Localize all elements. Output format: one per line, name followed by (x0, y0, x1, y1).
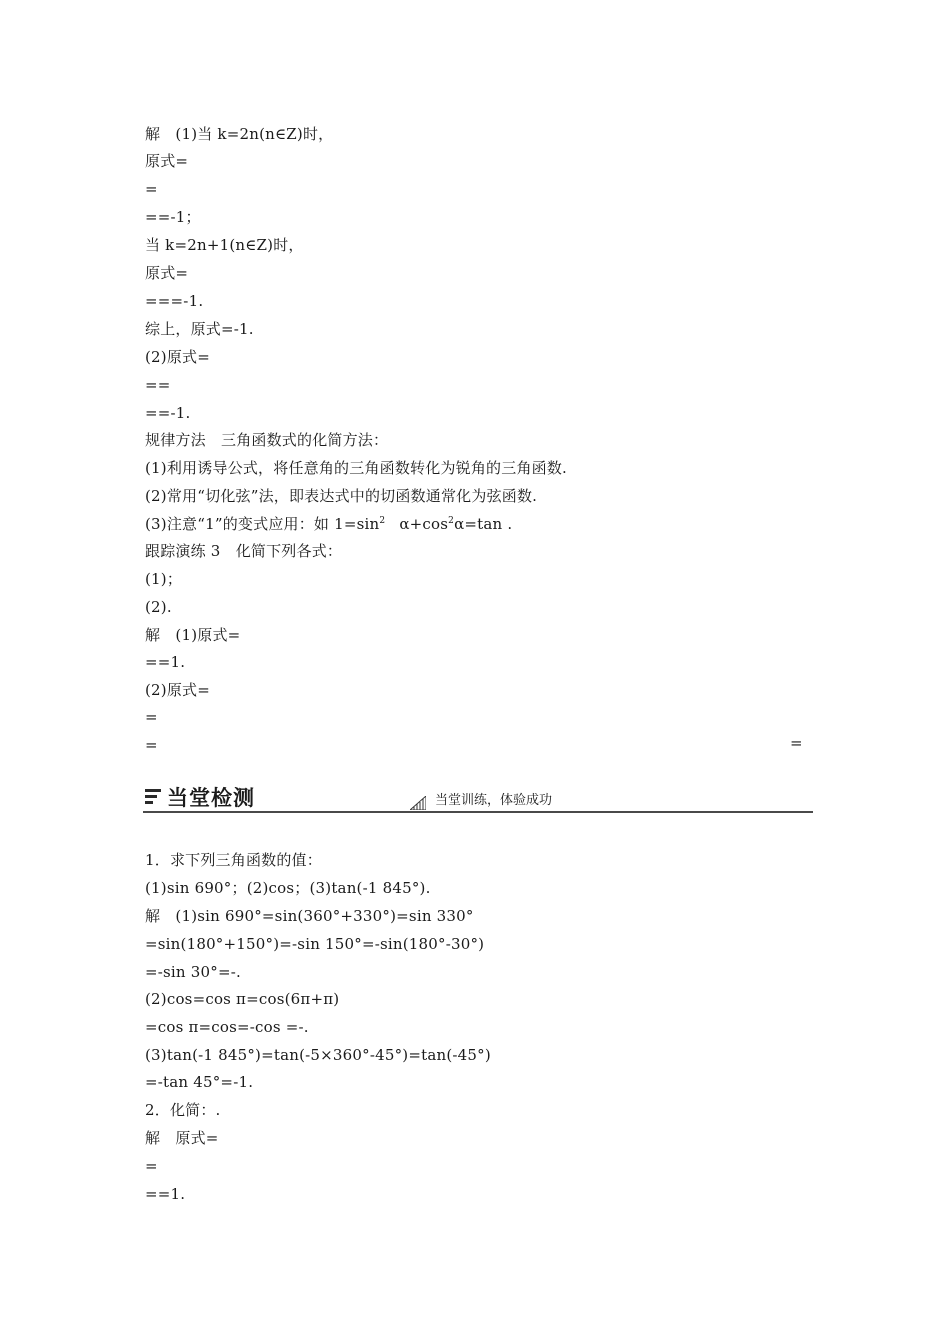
text-line: (2). (145, 598, 172, 616)
text-line: =-sin 30°=-. (145, 963, 241, 981)
identity-line (145, 514, 512, 534)
section-divider (143, 811, 813, 813)
stripes-icon (145, 789, 161, 807)
text-line: (3)tan(-1 845°)=tan(-5×360°-45°)=tan(-45°) (145, 1046, 491, 1064)
text-line: = (145, 1157, 158, 1175)
question-2: 2．化简：. (145, 1101, 221, 1119)
text-line: =cos π=cos=-cos =-. (145, 1018, 309, 1036)
text-line: = (145, 708, 158, 726)
exponent: 2 (379, 516, 386, 526)
practice-heading: 跟踪演练 3 化简下列各式： (145, 542, 343, 560)
text-line: 当 k=2n+1(n∈Z)时， (145, 236, 304, 254)
text-line: 解 (1)sin 690°=sin(360°+330°)=sin 330° (145, 907, 474, 925)
identity-mid: α+cos (399, 515, 449, 533)
text-line: == (145, 376, 171, 394)
section-banner (143, 784, 813, 814)
text-line: (2)原式= (145, 681, 211, 699)
exponent: 2 (448, 516, 455, 526)
method-heading: 规律方法 三角函数式的化简方法： (145, 431, 389, 449)
text-line: (2)常用“切化弦”法，即表达式中的切函数通常化为弦函数. (145, 487, 538, 505)
identity-prefix: (3)注意“1”的变式应用：如 1=sin (145, 515, 380, 533)
text-line: (1)； (145, 570, 183, 588)
text-line: 原式= (145, 264, 189, 282)
text-line: (1)sin 690°；(2)cos；(3)tan(-1 845°). (145, 879, 431, 897)
text-line: 原式= (145, 152, 189, 170)
text-line: ===-1. (145, 292, 204, 310)
text-line: 解 原式= (145, 1129, 219, 1147)
triangle-hatch-icon (410, 796, 426, 810)
text-line: =sin(180°+150°)=-sin 150°=-sin(180°-30°) (145, 935, 485, 953)
identity-suffix: α=tan . (454, 515, 513, 533)
section-title: 当堂检测 (167, 786, 255, 810)
text-line: ==1. (145, 1185, 186, 1203)
text-line: ==-1. (145, 404, 191, 422)
right-equals: = (790, 734, 803, 752)
text-line: ==-1； (145, 208, 201, 226)
text-line: (2)cos=cos π=cos(6π+π) (145, 990, 340, 1008)
text-line: ==1. (145, 653, 186, 671)
section-subtitle: 当堂训练，体验成功 (435, 793, 553, 808)
text-line: (1)利用诱导公式，将任意角的三角函数转化为锐角的三角函数. (145, 459, 568, 477)
text-line: (2)原式= (145, 348, 211, 366)
text-line: 综上，原式=-1. (145, 320, 254, 338)
text-line: 解 (1)原式= (145, 626, 241, 644)
text-line: = (145, 736, 158, 754)
text-line: 解 (1)当 k=2n(n∈Z)时， (145, 125, 334, 143)
question-1: 1．求下列三角函数的值： (145, 851, 322, 869)
text-line: = (145, 180, 158, 198)
text-line: =-tan 45°=-1. (145, 1073, 254, 1091)
